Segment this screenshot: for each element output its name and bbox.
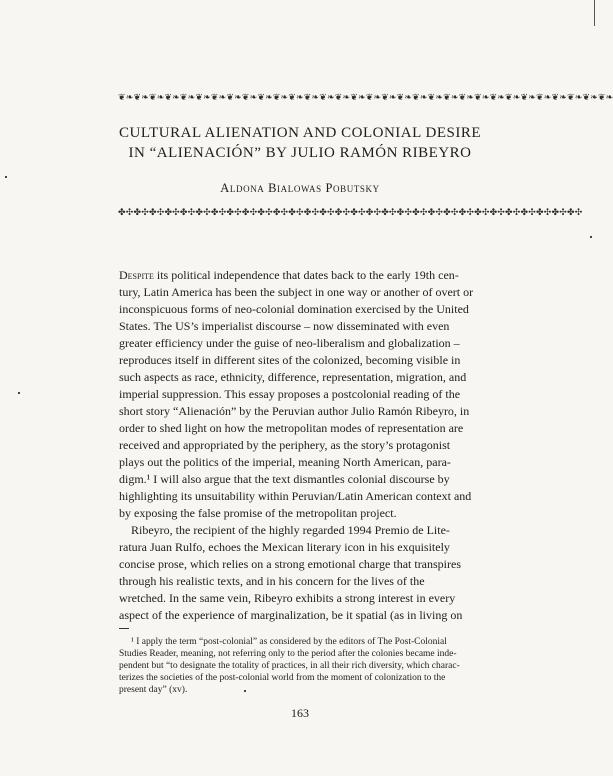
footnote-line: Studies Reader, meaning, not referring only to the period after the colonies became inde- bbox=[119, 649, 457, 659]
body-line: imperial suppression. This essay proposes a postcolonial reading of the bbox=[119, 387, 461, 401]
scan-edge-mark bbox=[594, 0, 595, 26]
body-line: tury, Latin America has been the subject in one way or another of overt or bbox=[119, 285, 474, 299]
author-name: Aldona Bialowas Pobutsky bbox=[220, 181, 380, 195]
body-line: highlighting its unsuitability within Peruvian/Latin American context and bbox=[119, 489, 472, 503]
footnote-line-1-text: I apply the term “post-colonial” as considered by the editors of The Post-Colonial bbox=[136, 637, 447, 647]
dropcap-word: Despite bbox=[119, 268, 154, 282]
footnote-line-1 bbox=[131, 636, 447, 648]
footnote-line: pendent but “to designate the totality of practices, in all their rich diversity, which charac- bbox=[119, 661, 460, 671]
scan-speck bbox=[18, 392, 20, 394]
ornament-top: ❦❧❦❧❦❧❦❧❦❧❦❧❦❧❦❧❦❧❦❧❦❧❦❧❦❧❦❧❦❧❦❧❦❧❦❧❦❧❦❧❦❧❦❧❦❧❦❧❦❧❦❧❦❧❦❧❦❧❦❧❦❧❦❧ bbox=[118, 93, 613, 103]
footnote-rule bbox=[119, 628, 129, 629]
body-line: plays out the politics of the imperial, meaning North American, para- bbox=[119, 455, 451, 469]
scan-speck bbox=[244, 690, 246, 692]
footnote-marker: ¹ bbox=[131, 637, 134, 647]
ornament-bottom: ✤✣✤✣✤✣✤✣✤✣✤✣✤✣✤✣✤✣✤✣✤✣✤✣✤✣✤✣✤✣✤✣✤✣✤✣✤✣✤✣✤✣✤✣✤✣✤✣✤✣✤✣✤✣✤✣✤✣✤✣ bbox=[118, 208, 583, 218]
article-title-line-2: IN “ALIENACIÓN” BY JULIO RAMÓN RIBEYRO bbox=[128, 145, 472, 161]
body-line: States. The US’s imperialist discourse – now disseminated with even bbox=[119, 319, 450, 333]
scan-speck bbox=[590, 236, 592, 238]
body-line: by exposing the false promise of the metropolitan project. bbox=[119, 506, 397, 520]
body-line: received and appropriated by the periphery, as the story’s protagonist bbox=[119, 438, 451, 452]
footnote-line: terizes the societies of the post-colonial world from the moment of colonization to the bbox=[119, 673, 446, 683]
body-line: inconspicuous forms of neo-colonial domination exercised by the United bbox=[119, 302, 469, 316]
body-line: wretched. In the same vein, Ribeyro exhibits a strong interest in every bbox=[119, 591, 456, 605]
scan-speck bbox=[5, 176, 7, 178]
body-line-1-text: its political independence that dates back to the early 19th cen- bbox=[153, 268, 459, 282]
body-line: through his realistic texts, and in his concern for the lives of the bbox=[119, 574, 425, 588]
body-line: short story “Alienación” by the Peruvian author Julio Ramón Ribeyro, in bbox=[119, 404, 470, 418]
body-line: reproduces itself in different sites of the colonized, becoming visible in bbox=[119, 353, 461, 367]
footnote-line: present day” (xv). bbox=[119, 685, 188, 695]
body-line: greater efficiency under the guise of neo-liberalism and globalization – bbox=[119, 336, 460, 350]
body-line-1 bbox=[119, 268, 459, 283]
body-line: order to shed light on how the metropolitan modes of representation are bbox=[119, 421, 464, 435]
article-title-line-1: CULTURAL ALIENATION AND COLONIAL DESIRE bbox=[119, 125, 481, 141]
body-line: aspect of the experience of marginalization, be it spatial (as in living on bbox=[119, 608, 463, 622]
page-number: 163 bbox=[291, 706, 309, 720]
body-line: ratura Juan Rulfo, echoes the Mexican literary icon in his exquisitely bbox=[119, 540, 450, 554]
body-line: concise prose, which relies on a strong emotional charge that transpires bbox=[119, 557, 462, 571]
body-line: such aspects as race, ethnicity, difference, representation, migration, and bbox=[119, 370, 467, 384]
body-line: digm.¹ I will also argue that the text dismantles colonial discourse by bbox=[119, 472, 450, 486]
body-line: Ribeyro, the recipient of the highly regarded 1994 Premio de Lite- bbox=[131, 523, 450, 537]
